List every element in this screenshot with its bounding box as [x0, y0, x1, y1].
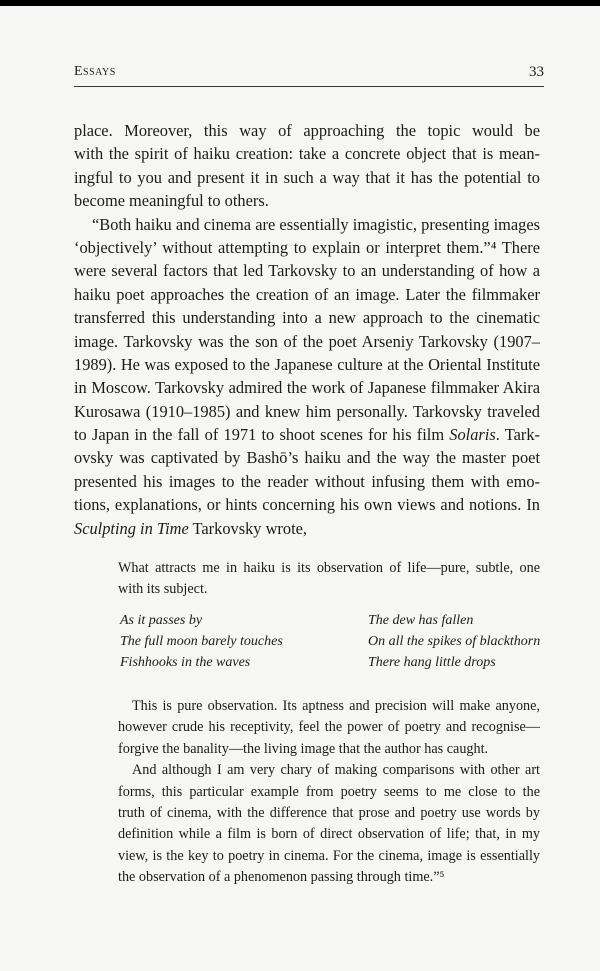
text-line: truth of cinema, with the difference that prose and poetry use words by [118, 804, 540, 821]
text-line: This is pure observation. Its aptness and precision will make anyone, [132, 698, 540, 714]
text-line: with its subject. [118, 581, 208, 598]
book-page [0, 6, 600, 971]
text-line: become meaningful to others. [74, 191, 269, 211]
text-line: What attracts me in haiku is its observation of life—pure, subtle, one [118, 560, 540, 576]
haiku-line: As it passes by [120, 613, 203, 628]
text-line: forgive the banality—the living image that the author has caught. [118, 740, 489, 757]
text-line: the observation of a phenomenon passing through time.”⁵ [118, 869, 445, 886]
text-line: presented his images to the reader without infusing them with emo- [74, 471, 540, 491]
text-line: to Japan in the fall of 1971 to shoot scenes for his film Solaris. Tark- [74, 425, 540, 445]
text-line: image. Tarkovsky was the son of the poet Arseniy Tarkovsky (1907– [74, 331, 540, 351]
text-line: haiku poet approaches the creation of an image. Later the filmmaker [74, 284, 540, 304]
text-line: with the spirit of haiku creation: take a concrete object that is mean- [74, 144, 540, 164]
text-line: place. Moreover, this way of approaching the topic would be [74, 121, 540, 140]
text-line: Sculpting in Time Tarkovsky wrote, [74, 518, 308, 538]
haiku-line: The dew has fallen [368, 613, 474, 628]
section-title: Essays [74, 64, 116, 79]
haiku-right [368, 610, 540, 674]
page-number: 33 [529, 64, 544, 80]
haiku-left [120, 610, 283, 674]
text-line: in Moscow. Tarkovsky admired the work of Japanese filmmaker Akira [74, 378, 540, 398]
text-line: “Both haiku and cinema are essentially imagistic, presenting images [92, 214, 540, 234]
body-text [74, 119, 540, 540]
text-line: definition while a film is born of direct observation of life; that, in my [118, 826, 540, 843]
text-line: view, is the key to poetry in cinema. For the cinema, image is essentially [118, 847, 540, 864]
text-line: were several factors that led Tarkovsky to an understanding of how a [74, 261, 540, 281]
text-line: transferred this understanding into a new approach to the cinematic [74, 308, 540, 328]
text-line: however crude his receptivity, feel the power of poetry and recognise— [118, 719, 540, 736]
haiku-line: The full moon barely touches [120, 634, 283, 650]
text-line: ovsky was captivated by Bashō’s haiku and the way the master poet [74, 448, 540, 468]
haiku-line: Fishhooks in the waves [120, 655, 251, 671]
running-header [74, 60, 544, 87]
text-line: forms, this particular example from poetry seems to me close to the [118, 783, 540, 800]
text-line: ingful to you and present it in such a way that it has the potential to [74, 167, 540, 187]
text-line: Kurosawa (1910–1985) and knew him personally. Tarkovsky traveled [74, 401, 540, 421]
haiku-line: On all the spikes of blackthorn [368, 634, 541, 650]
haiku-line: There hang little drops [368, 655, 496, 671]
block-quote-body [118, 696, 540, 889]
text-line: ‘objectively’ without attempting to explain or interpret them.”⁴ There [74, 237, 540, 257]
text-line: And although I am very chary of making comparisons with other art [132, 762, 540, 779]
text-line: tions, explanations, or hints concerning his own views and notions. In [74, 495, 540, 515]
block-quote-intro [118, 558, 540, 601]
text-line: 1989). He was exposed to the Japanese culture at the Oriental Institute [74, 354, 540, 374]
